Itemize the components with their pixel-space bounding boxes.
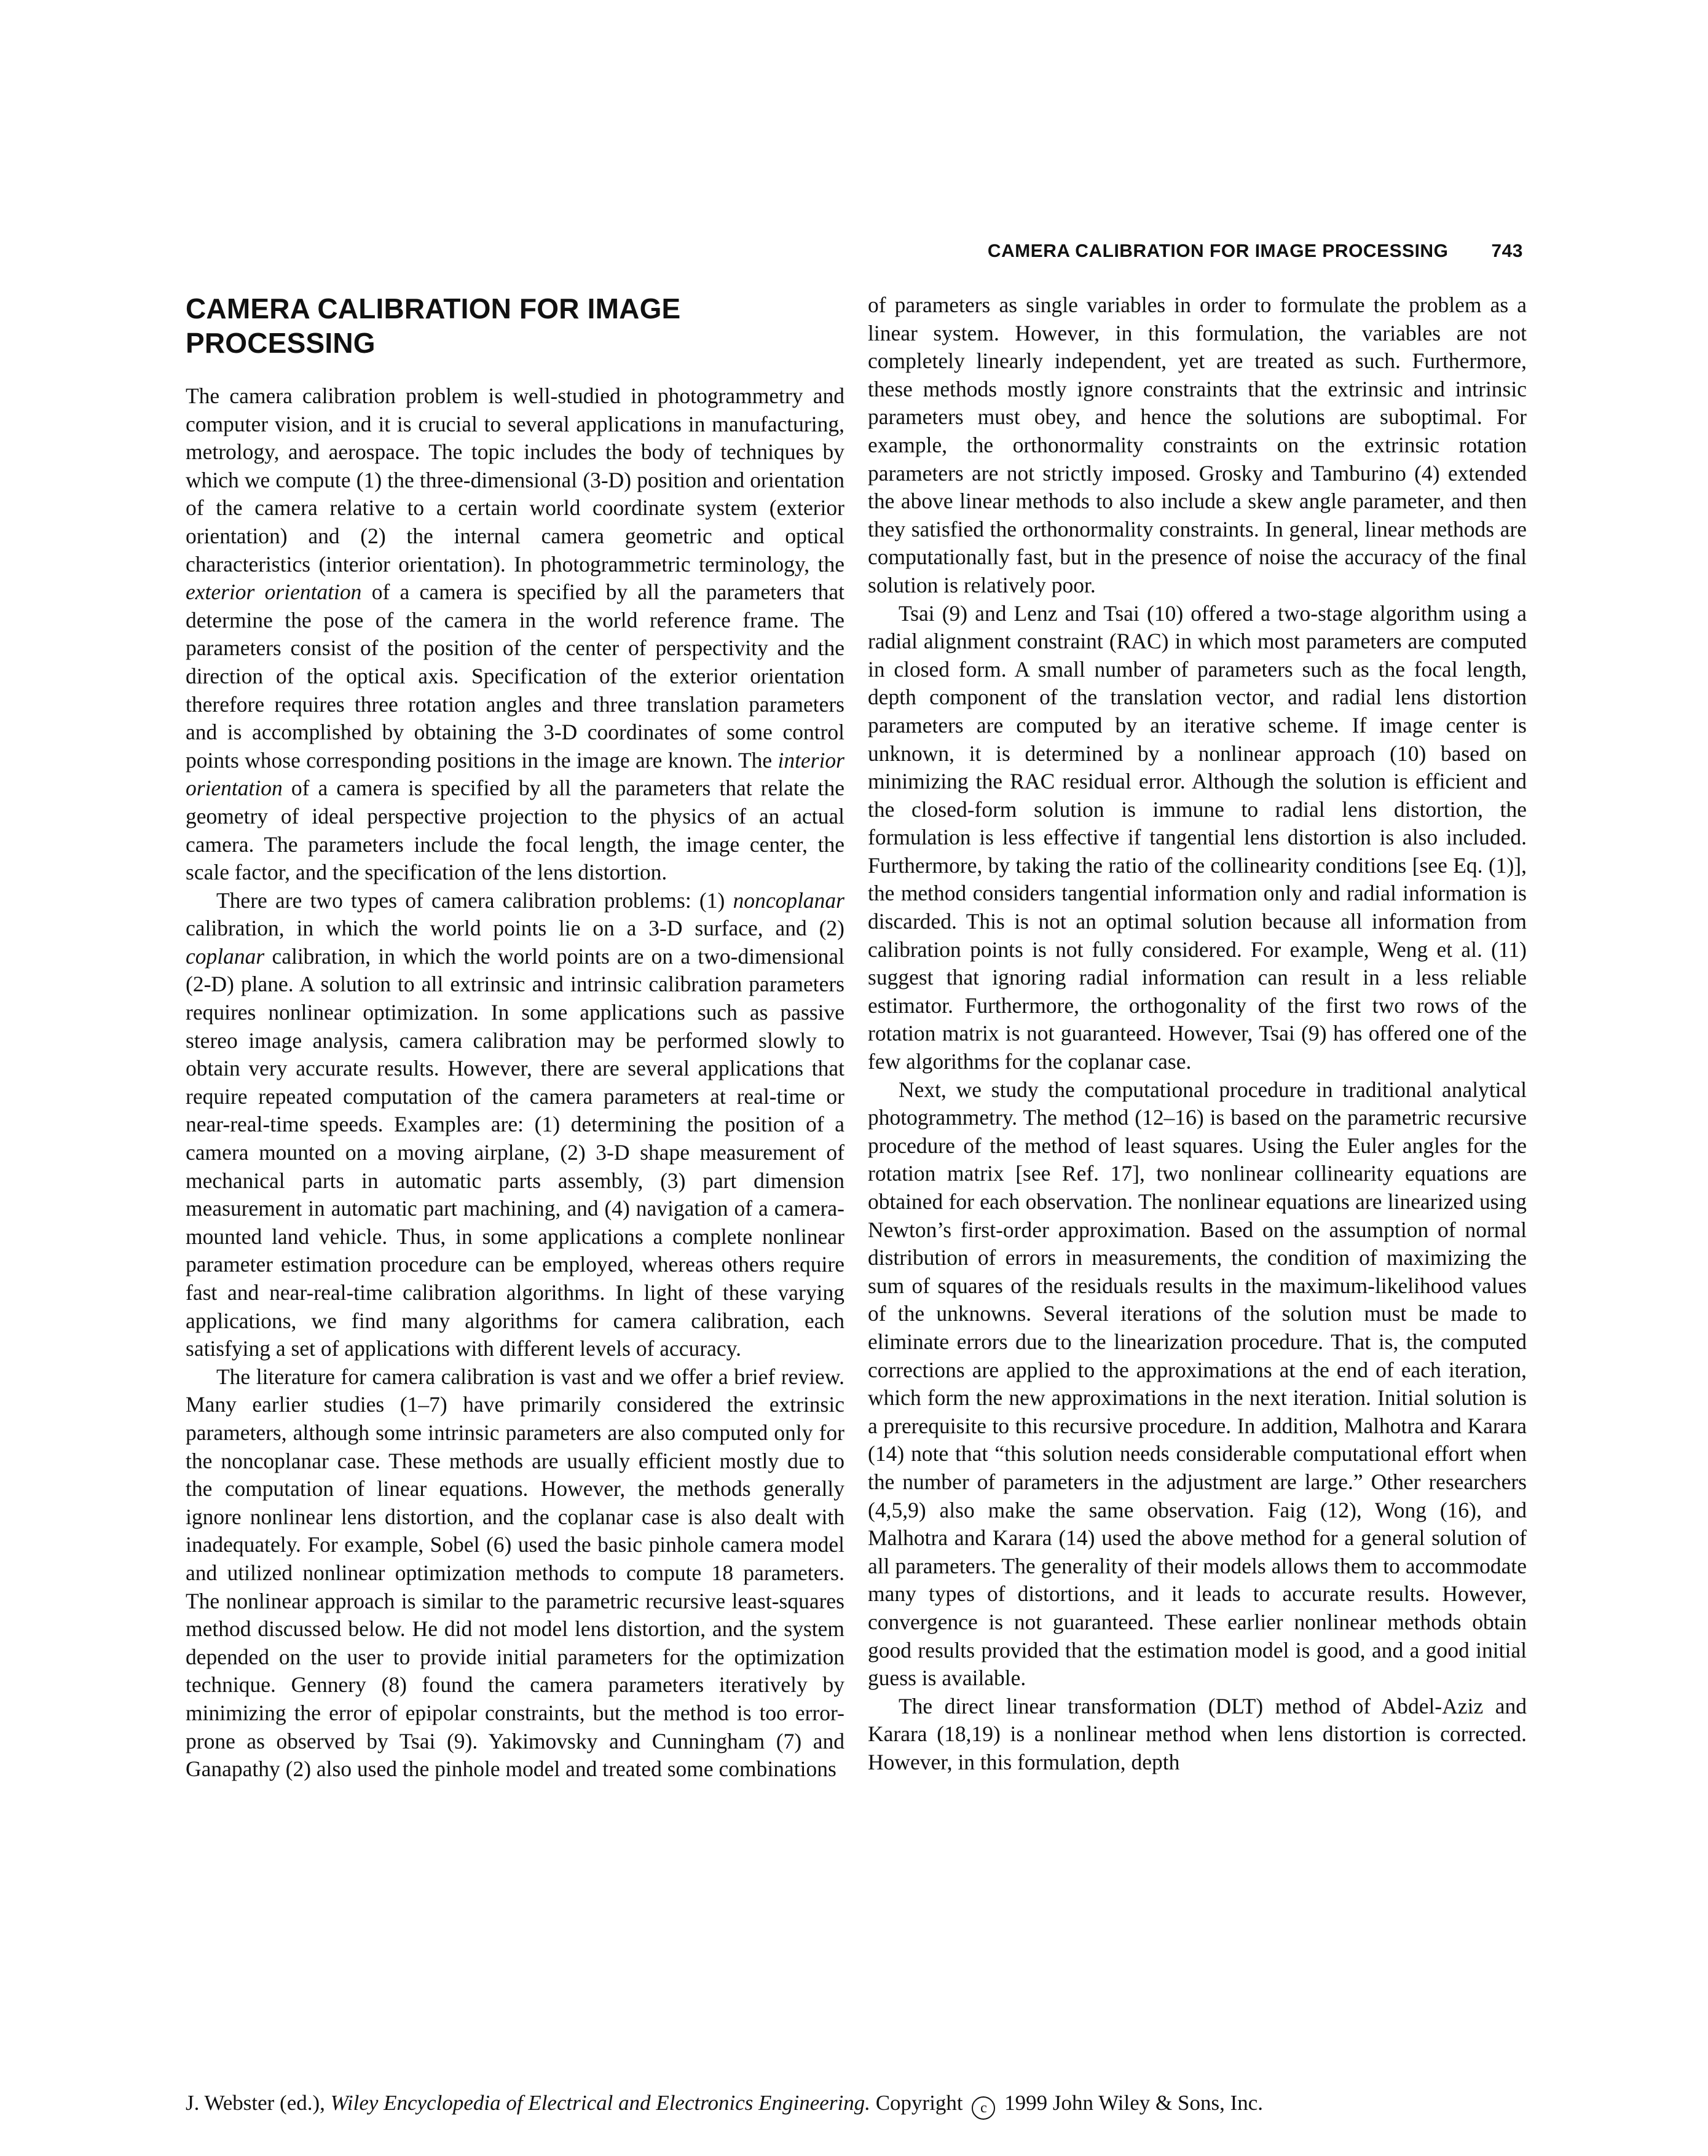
footer-editor: J. Webster (ed.), [186,2091,331,2115]
footer-copyright-rest: 1999 John Wiley & Sons, Inc. [999,2091,1264,2115]
copyright-icon: c [972,2096,995,2120]
article-title: CAMERA CALIBRATION FOR IMAGE PROCESSING [186,293,681,359]
running-head [879,241,1523,262]
footer-book-title: Wiley Encyclopedia of Electrical and Electronics Engineering. [330,2091,870,2115]
paragraph: The literature for camera calibration is vast and we offer a brief review. Many earlier studies (1–7) have primarily considered the extrinsic parameters, although some intrinsic parameters are also computed only for the noncoplanar case. These methods are usually efficient mostly due to the computation of linear equations. However, the methods generally ignore nonlinear lens distortion, and the coplanar case is also dealt with inadequately. For example, Sobel (6) used the basic pinhole camera model and utilized nonlinear optimization methods to compute 18 parameters. The nonlinear approach is similar to the parametric recursive least-squares method discussed below. He did not model lens distortion, and the system depended on the user to provide initial parameters for the optimization technique. Gennery (8) found the camera parameters iteratively by minimizing the error of epipolar constraints, but the method is too error-prone as observed by Tsai (9). Yakimovsky and Cunningham (7) and Ganapathy (2) also used the pinhole model and treated some combinations [186,1364,844,1782]
footer-citation [186,2090,1538,2120]
paragraph [186,887,844,1363]
right-column [868,291,1527,1776]
running-head-title: CAMERA CALIBRATION FOR IMAGE PROCESSING [987,241,1449,261]
footer-copyright-label: Copyright [870,2091,969,2115]
paragraph: The direct linear transformation (DLT) method of Abdel-Aziz and Karara (18,19) is a nonlinear method when lens distortion is corrected. However, in this formulation, depth [868,1693,1527,1774]
text-run: calibration, in which the world points are on a two-dimensional (2-D) plane. A solution to all extrinsic and intrinsic calibration parameters requires nonlinear optimization. In some applications such as passive stereo image analysis, camera calibration may be performed slowly to obtain very accurate results. However, there are several applications that require repeated computation of the camera parameters at real-time or near-real-time speeds. Examples are: (1) determining the position of a camera mounted on a moving airplane, (2) 3-D shape measurement of mechanical parts in automatic parts assembly, (3) part dimension measurement in automatic part machining, and (4) navigation of a camera-mounted land vehicle. Thus, in some applications a complete nonlinear parameter estimation procedure can be employed, whereas others require fast and near-real-time calibration algorithms. In light of these varying applications, we find many algorithms for camera calibration, each satisfying a set of applications with different levels of accuracy. [186,943,844,1361]
text-run: calibration, in which the world points lie on a 3-D surface, and (2) [186,916,844,941]
emphasis-term: noncoplanar [733,887,844,913]
paragraph: Tsai (9) and Lenz and Tsai (10) offered a two-stage algorithm using a radial alignment constraint (RAC) in which most parameters are computed in closed form. A small number of parameters such as the focal length, depth component of the translation vector, and radial lens distortion parameters are computed by an iterative scheme. If image center is unknown, it is determined by a nonlinear approach (10) based on minimizing the RAC residual error. Although the solution is efficient and the closed-form solution is immune to radial lens distortion, the formulation is less effective if tangential lens distortion is also included. Furthermore, by taking the ratio of the collinearity conditions [see Eq. (1)], the method considers tangential information only and radial information is discarded. This is not an optimal solution because all information from calibration points is not fully considered. For example, Weng et al. (11) suggest that ignoring radial information can result in a less reliable estimator. Furthermore, the orthogonality of the first two rows of the rotation matrix is not guaranteed. However, Tsai (9) has offered one of the few algorithms for the coplanar case. [868,600,1527,1074]
text-run: of a camera is specified by all the parameters that determine the pose of the camera in the world reference frame. The parameters consist of the position of the center of perspectivity and the direction of the optical axis. Specification of the exterior orientation therefore requires three rotation angles and three translation parameters and is accomplished by obtaining the 3-D coordinates of some control points whose corresponding positions in the image are known. The [186,580,844,773]
text-run: of a camera is specified by all the parameters that relate the geometry of ideal perspective projection to the physics of an actual camera. The parameters include the focal length, the image center, the scale factor, and the specification of the lens distortion. [186,776,844,885]
emphasis-term: coplanar [186,943,265,969]
left-column [186,291,844,1784]
paragraph: Next, we study the computational procedure in traditional analytical photogrammetry. The method (12–16) is based on the parametric recursive procedure of the method of least squares. Using the Euler angles for the rotation matrix [see Ref. 17], two nonlinear collinearity equations are obtained for each observation. The nonlinear equations are linearized using Newton’s first-order approximation. Based on the assumption of normal distribution of errors in measurements, the condition of maximizing the sum of squares of the residuals results in the maximum-likelihood values of the unknowns. Several iterations of the solution must be made to eliminate errors due to the linearization procedure. That is, the computed corrections are applied to the approximations at the end of each iteration, which form the new approximations in the next iteration. Initial solution is a prerequisite to this recursive procedure. In addition, Malhotra and Karara (14) note that “this solution needs considerable computational effort when the number of parameters in the adjustment are large.” Other researchers (4,5,9) also make the same observation. Faig (12), Wong (16), and Malhotra and Karara (14) used the above method for a general solution of all parameters. The generality of their models allows them to accommodate many types of distortions, and it leads to accurate results. However, convergence is not guaranteed. These earlier nonlinear methods obtain good results provided that the estimation model is good, and a good initial guess is available. [868,1077,1527,1691]
emphasis-term: interior orientation [186,747,844,801]
text-run: The camera calibration problem is well-studied in photogrammetry and computer vision, and it is crucial to several applications in manufacturing, metrology, and aerospace. The topic includes the body of techniques by which we compute (1) the three-dimensional (3-D) position and orientation of the camera relative to a certain world coordinate system (exterior orientation) and (2) the internal camera geometric and optical characteristics (interior orientation). In photogrammetric terminology, the [186,384,844,576]
paragraph: of parameters as single variables in order to formulate the problem as a linear system. However, in this formulation, the variables are not completely linearly independent, yet are treated as such. Furthermore, these methods mostly ignore constraints that the extrinsic and intrinsic parameters must obey, and hence the solutions are suboptimal. For example, the orthonormality constraints on the extrinsic rotation parameters are not strictly imposed. Grosky and Tamburino (4) extended the above linear methods to also include a skew angle parameter, and then they satisfied the orthonormality constraints. In general, linear methods are computationally fast, but in the presence of noise the accuracy of the final solution is relatively poor. [868,293,1527,597]
page-number: 743 [1491,241,1523,261]
emphasis-term: exterior orientation [186,580,362,605]
text-run: There are two types of camera calibration problems: (1) [216,887,733,913]
paragraph [186,382,844,887]
